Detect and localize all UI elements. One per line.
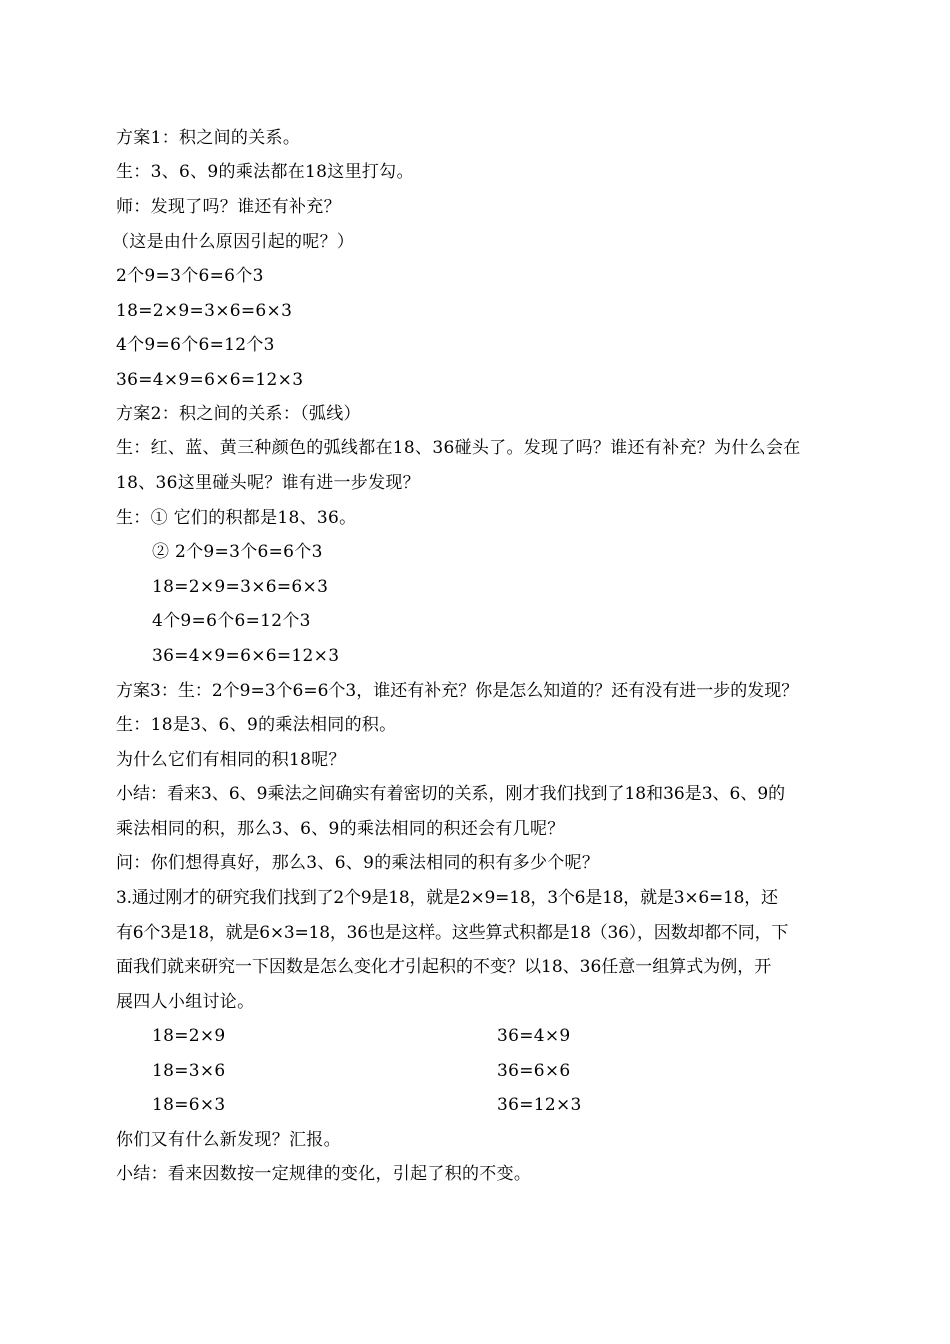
paragraph-3-line-4: 展四人小组讨论。: [116, 992, 255, 1012]
equation-line: 36=4×9=6×6=12×3: [152, 646, 340, 666]
paragraph-3-line-2: 有6个3是18，就是6×3=18，36也是这样。这些算式积都是18（36），因数却都不同，下: [116, 923, 789, 943]
equation-line: 4个9=6个6=12个3: [152, 611, 311, 631]
equation-18: 18=2×9: [152, 1026, 226, 1046]
student-line-cont: 18、36这里碰头呢？谁有进一步发现？: [116, 473, 420, 493]
paragraph-3-line-3: 面我们就来研究一下因数是怎么变化才引起积的不变？以18、36任意一组算式为例，开: [116, 957, 772, 977]
teacher-line: 师：发现了吗？谁还有补充？: [116, 197, 341, 217]
equation-line: 18=2×9=3×6=6×3: [116, 301, 293, 321]
summary-line: 小结：看来因数按一定规律的变化，引起了积的不变。: [116, 1164, 532, 1184]
student-line: 生：红、蓝、黄三种颜色的弧线都在18、36碰头了。发现了吗？谁还有补充？为什么会在: [116, 438, 801, 458]
equation-18: 18=3×6: [152, 1061, 226, 1081]
student-line: 生：18是3、6、9的乘法相同的积。: [116, 715, 397, 735]
plan-2-heading: 方案2：积之间的关系：（弧线）: [116, 404, 361, 424]
question-line: 问：你们想得真好，那么3、6、9的乘法相同的积有多少个呢？: [116, 853, 600, 873]
equation-line: 2个9=3个6=6个3: [116, 266, 264, 286]
summary-line-cont: 乘法相同的积，那么3、6、9的乘法相同的积还会有几呢？: [116, 819, 565, 839]
summary-line: 小结：看来3、6、9乘法之间确实有着密切的关系，刚才我们找到了18和36是3、6、9的: [116, 784, 786, 804]
question-line: 你们又有什么新发现？汇报。: [116, 1130, 341, 1150]
plan-3-heading: 方案3：生：2个9=3个6=6个3，谁还有补充？你是怎么知道的？还有没有进一步的发现？: [116, 681, 799, 701]
equation-36: 36=12×3: [497, 1095, 582, 1115]
paragraph-3-line-1: 3.通过刚才的研究我们找到了2个9是18，就是2×9=18，3个6是18，就是3×6=18，还: [116, 888, 778, 908]
equation-18: 18=6×3: [152, 1095, 226, 1115]
plan-1-heading: 方案1：积之间的关系。: [116, 128, 301, 148]
student-point-2: ② 2个9=3个6=6个3: [152, 542, 323, 562]
question-line: （这是由什么原因引起的呢？）: [112, 232, 355, 252]
equation-line: 4个9=6个6=12个3: [116, 335, 275, 355]
equation-line: 18=2×9=3×6=6×3: [152, 577, 329, 597]
student-point-1: 生：① 它们的积都是18、36。: [116, 508, 357, 528]
question-line: 为什么它们有相同的积18呢？: [116, 750, 346, 770]
student-line: 生：3、6、9的乘法都在18这里打勾。: [116, 162, 414, 182]
equation-36: 36=6×6: [497, 1061, 571, 1081]
equation-line: 36=4×9=6×6=12×3: [116, 370, 304, 390]
equation-36: 36=4×9: [497, 1026, 571, 1046]
